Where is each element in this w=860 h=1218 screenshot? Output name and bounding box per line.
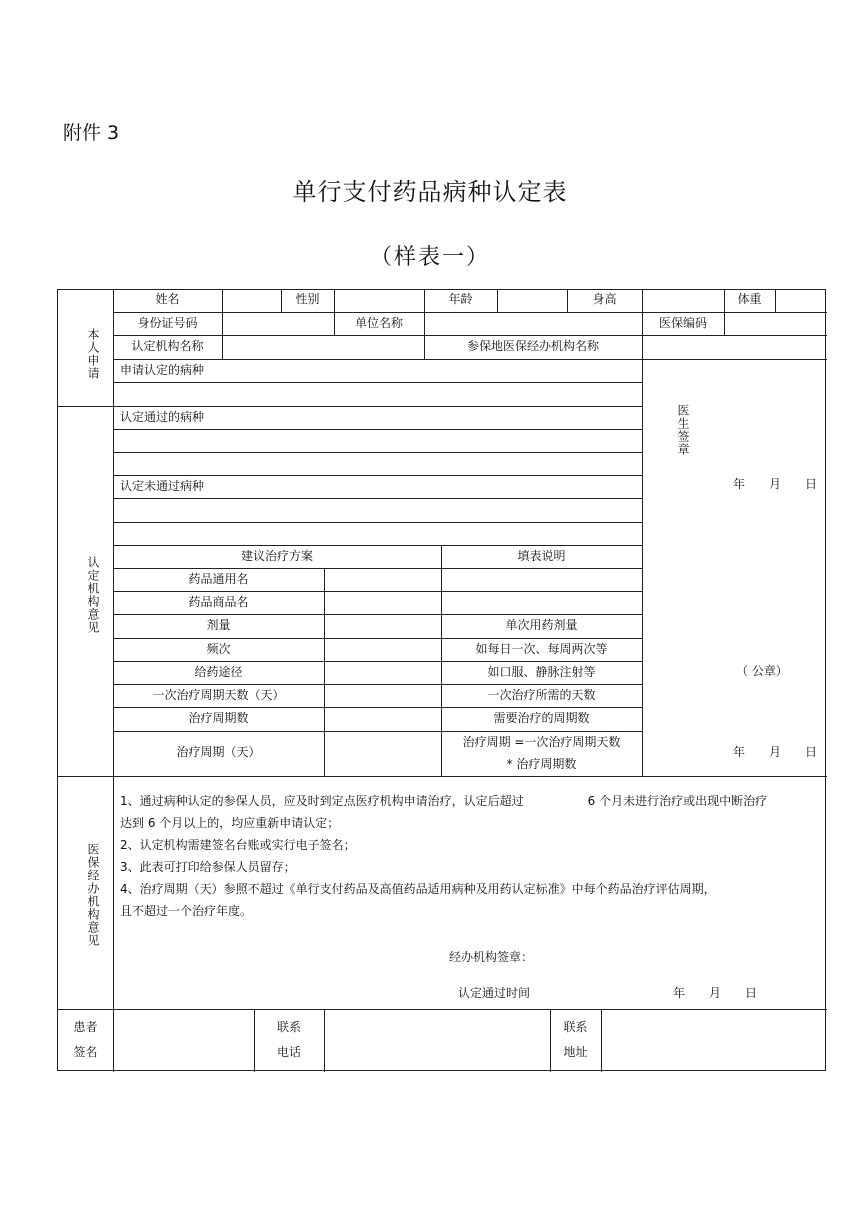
row-note-treatment-period-1: 治疗周期 =一次治疗周期天数 (462, 735, 621, 749)
note-2: 2、认定机构需建签名台账或实行电子签名； (120, 838, 356, 852)
note-3: 3、此表可打印给参保人员留存； (120, 860, 296, 874)
insured-office-label: 参保地医保经办机构名称 (466, 339, 599, 353)
row-label-route: 给药途径 (194, 665, 243, 679)
doctor-signature-label: 医生签章 (676, 404, 690, 456)
id-number-label: 身份证号码 (137, 316, 198, 330)
note-1b: 6 个月未进行治疗或出现中断治疗 (587, 794, 768, 808)
certification-form (57, 289, 826, 1071)
attachment-label: 附件 3 (63, 122, 120, 144)
row-note-brand-name (441, 591, 642, 614)
row-label-brand-name: 药品商品名 (188, 595, 249, 609)
weight-label: 体重 (737, 292, 762, 306)
section-label-insurance-agency: 医保经办机构意见 (86, 843, 100, 947)
section-label-applicant: 本人申请 (86, 328, 100, 380)
grid-line (775, 290, 776, 312)
disease-applied-label: 申请认定的病种 (120, 363, 205, 377)
row-note-cycle-count: 需要治疗的周期数 (493, 711, 590, 725)
row-label-cycle-days: 一次治疗周期天数（天） (152, 688, 285, 702)
age-label: 年龄 (448, 292, 473, 306)
seal-date: 年 月 日 (733, 745, 818, 759)
cert-org-label: 认定机构名称 (131, 339, 204, 353)
grid-line (113, 359, 827, 360)
grid-line (601, 1009, 602, 1072)
row-label-cycle-count: 治疗周期数 (188, 711, 249, 725)
instructions (120, 790, 820, 922)
row-note-cycle-days: 一次治疗所需的天数 (487, 688, 596, 702)
gender-label: 性别 (295, 292, 320, 306)
notes-header: 填表说明 (517, 549, 566, 563)
row-label-generic-name: 药品通用名 (188, 572, 249, 586)
failed-disease-label: 认定未通过病种 (120, 479, 205, 493)
address-label-2: 地址 (563, 1045, 588, 1059)
grid-line (58, 776, 827, 777)
form-title: 单行支付药品病种认定表 (292, 178, 568, 206)
note-4a: 4、治疗周期（天）参照不超过《单行支付药品及高值药品适用病种及用药认定标准》中每个药品治疗评估周期， (120, 882, 716, 896)
plan-header: 建议治疗方案 (240, 549, 313, 563)
grid-line (113, 382, 642, 383)
grid-line (642, 290, 643, 776)
form-subtitle: （样表一） (369, 245, 490, 270)
row-note-dose: 单次用药剂量 (505, 618, 578, 632)
row-note-route: 如口服、静脉注射等 (487, 665, 596, 679)
row-note-treatment-period-2: * 治疗周期数 (506, 757, 577, 771)
row-label-dose: 剂量 (206, 618, 231, 632)
passed-disease-label: 认定通过的病种 (120, 410, 205, 424)
grid-line (113, 522, 642, 523)
address-label-1: 联系 (563, 1020, 588, 1034)
patient-signature-label-2: 签名 (73, 1045, 98, 1059)
official-seal-label: （ 公章） (736, 664, 788, 678)
patient-signature-label-1: 患者 (73, 1020, 98, 1034)
note-4b: 且不超过一个治疗年度。 (120, 904, 253, 918)
grid-line (324, 1009, 325, 1072)
employer-label: 单位名称 (354, 316, 403, 330)
row-note-generic-name (441, 568, 642, 591)
note-1c: 达到 6 个月以上的，均应重新申请认定； (120, 816, 340, 830)
section-label-cert-org: 认定机构意见 (86, 556, 100, 634)
grid-line (113, 498, 642, 499)
grid-line (113, 429, 642, 430)
insurance-code-label: 医保编码 (658, 316, 707, 330)
phone-label-1: 联系 (276, 1020, 301, 1034)
row-label-treatment-period: 治疗周期（天） (176, 745, 261, 759)
doctor-sign-date: 年 月 日 (733, 477, 818, 491)
agency-sign-label: 经办机构签章： (449, 950, 534, 964)
grid-line (222, 335, 223, 359)
height-label: 身高 (592, 292, 617, 306)
grid-line (222, 290, 223, 335)
cert-time-label: 认定通过时间 (458, 986, 531, 1000)
grid-line (497, 290, 498, 312)
phone-label-2: 电话 (276, 1045, 301, 1059)
note-1a: 1、通过病种认定的参保人员，应及时到定点医疗机构申请治疗，认定后超过 (120, 794, 524, 808)
grid-line (58, 1009, 827, 1010)
row-note-frequency: 如每日一次、每周两次等 (475, 642, 608, 656)
grid-line (324, 568, 325, 776)
name-label: 姓名 (155, 292, 180, 306)
cert-time-date: 年 月 日 (673, 986, 758, 1000)
grid-line (113, 452, 642, 453)
row-label-frequency: 频次 (206, 642, 231, 656)
